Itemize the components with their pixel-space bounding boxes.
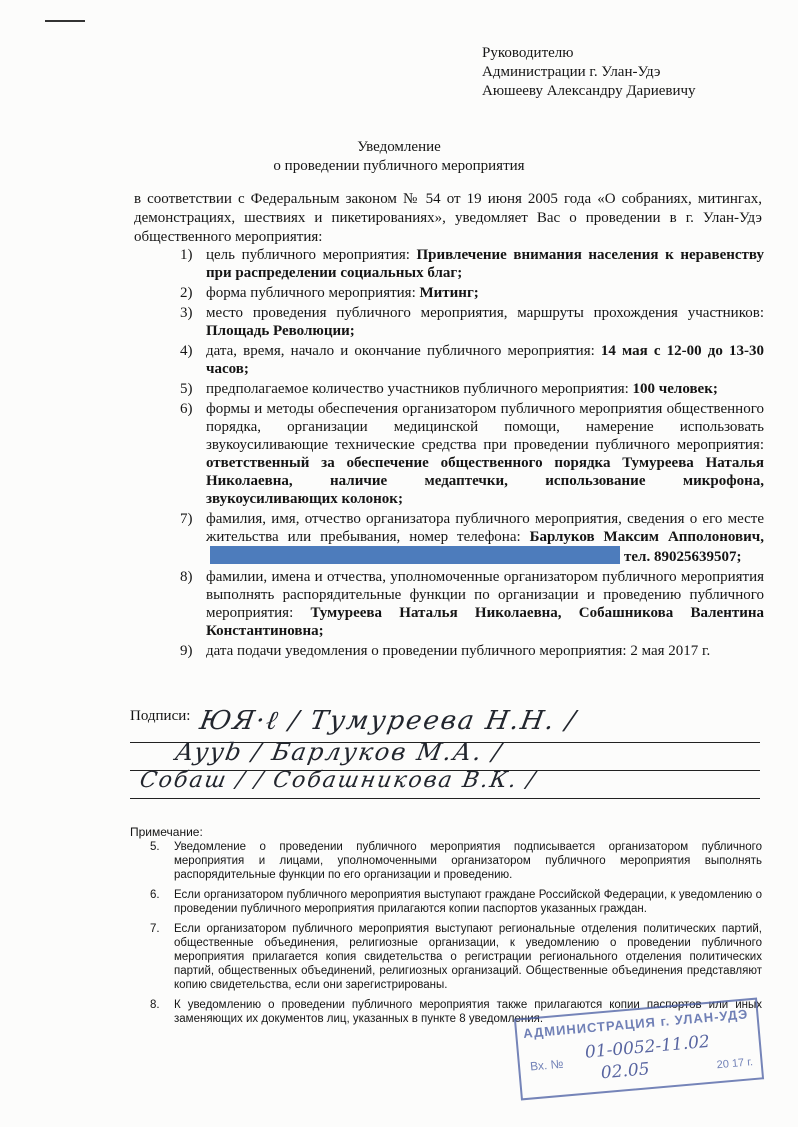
item-text: цель публичного мероприятия: [206, 247, 417, 263]
item-bold-text: Привлечение внимания населения к неравенству при распределении социальных благ; [206, 247, 764, 281]
title-line: Уведомление [357, 139, 441, 155]
top-dash-mark [45, 20, 85, 22]
item-text: предполагаемое количество участников публичного мероприятия: [206, 381, 633, 397]
signature-mark: Ayyb / [173, 738, 275, 766]
note-number: 7. [150, 923, 160, 935]
intro-paragraph: в соответствии с Федеральным законом № 54 от 19 июня 2005 года «О собраниях, митингах, демонстрациях, шествиях и пикетированиях», уведомляет Вас о проведении в г. Улан-Удэ общественного мероприятия: [134, 191, 762, 245]
notes-title: Примечание: [130, 825, 203, 839]
item-bold-text: Митинг; [419, 285, 479, 301]
item-text: дата, время, начало и окончание публичного мероприятия: [206, 343, 601, 359]
item-number: 3) [180, 305, 193, 321]
item-text: дата подачи уведомления о проведении публичного мероприятия: 2 мая 2017 г. [206, 643, 711, 659]
addressee-line: Администрации г. Улан-Удэ [482, 64, 661, 80]
list-item [180, 380, 764, 398]
item-bold-text: 100 человек; [632, 381, 718, 397]
stamp-vh-label: Вх. № [529, 1056, 565, 1074]
handwritten-signature-2 [174, 738, 506, 766]
addressee-line: Аюшееву Александру Дариевичу [482, 83, 696, 99]
item-bold-text: 14 мая с 12-00 до 13-30 часов; [206, 343, 764, 377]
subtitle-line: о проведении публичного мероприятия [273, 158, 525, 174]
item-number: 5) [180, 381, 193, 397]
list-item [180, 568, 764, 640]
list-item [180, 510, 764, 566]
signature-mark: Собаш / / [137, 768, 276, 793]
note-text: Если организатором публичного мероприятия выступают граждане Российской Федерации, к уведомлению о проведении публичного мероприятия прилагаются копии паспортов указанных граждан. [174, 889, 762, 915]
item-bold-text: Площадь Революции; [206, 323, 355, 339]
stamp-header: АДМИНИСТРАЦИЯ г. УЛАН-УДЭ [522, 1006, 749, 1042]
list-item [180, 284, 764, 302]
signature-mark: / [515, 768, 539, 793]
note-item [150, 888, 762, 916]
signature-mark: ЮЯ·ℓ / [197, 706, 314, 736]
item-number: 8) [180, 569, 193, 585]
note-text: Уведомление о проведении публичного мероприятия подписывается организатором публичного мероприятия и лицами, уполномоченными организатором публичного мероприятия выполнять распорядительные функции по его организации и проведению. [174, 841, 762, 881]
addressee-line: Руководителю [482, 45, 574, 61]
redaction-bar [210, 546, 620, 564]
item-text: место проведения публичного мероприятия, маршруты прохождения участников: [206, 305, 764, 321]
item-bold-text: Тумуреева Наталья Николаевна, Собашникова Валентина Константиновна; [206, 605, 764, 639]
event-details-list [180, 246, 764, 662]
note-text: Если организатором публичного мероприятия выступают региональные отделения политических партий, общественные объединения, религиозные организации, к уведомлению о проведении публичного мероприятия прилагается копия свидетельства о регистрации регионального отделения политических партий, общественных объединений, религиозных организаций. Общественные объединения представляют копию свидетельства, если они зарегистрированы. [174, 923, 762, 991]
note-number: 5. [150, 841, 160, 853]
list-item [180, 342, 764, 378]
note-text: К уведомлению о проведении публичного мероприятия также прилагаются копии паспортов или иных заменяющих их документов лиц, указанных в пункте 8 уведомления. [174, 999, 762, 1025]
note-item [150, 922, 762, 992]
signature-mark: / [553, 706, 580, 736]
item-text: фамилия, имя, отчество организатора публичного мероприятия, сведения о его месте жительства или пребывания, номер телефона: [206, 511, 764, 545]
stamp-year: 20 17 г. [716, 1056, 754, 1072]
note-item [150, 840, 762, 882]
item-number: 1) [180, 247, 193, 263]
handwritten-signature-3 [138, 768, 539, 793]
document-title [0, 138, 798, 176]
signature-line [130, 798, 760, 799]
signature-mark: / [480, 738, 506, 766]
item-bold-text: ответственный за обеспечение общественного порядка Тумуреева Наталья Николаевна, наличие медаптечки, использование микрофона, звукоусиливающих колонок; [206, 455, 764, 507]
list-item [180, 400, 764, 508]
item-number: 9) [180, 643, 193, 659]
list-item [180, 304, 764, 340]
item-text: форма публичного мероприятия: [206, 285, 420, 301]
item-number: 2) [180, 285, 193, 301]
list-item [180, 246, 764, 282]
signatures-label: Подписи: [130, 708, 191, 724]
item-text: формы и методы обеспечения организатором публичного мероприятия общественного порядка, организации медицинской помощи, намерение использовать звукоусиливающие технические средства при проведении публичного мероприятия: [206, 401, 764, 453]
notes-list [150, 840, 762, 1032]
signature-name: Тумуреева Н.Н. [307, 706, 559, 736]
signature-name: Барлуков М.А. [269, 738, 486, 766]
note-number: 8. [150, 999, 160, 1011]
item-number: 7) [180, 511, 193, 527]
item-number: 4) [180, 343, 193, 359]
note-number: 6. [150, 889, 160, 901]
signature-name: Собашникова В.К. [271, 768, 521, 793]
item-bold-text: тел. 89025639507; [624, 549, 742, 565]
item-text: фамилии, имена и отчества, уполномоченные организатором публичного мероприятия выполнять распорядительные функции по организации и проведению публичного мероприятия: [206, 569, 764, 621]
handwritten-signature-1 [197, 706, 579, 736]
item-bold-text: Барлуков Максим Апполонович, [529, 529, 764, 545]
stamp-date: 02.05 [600, 1059, 651, 1084]
item-number: 6) [180, 401, 193, 417]
list-item [180, 642, 764, 660]
stamp-vh-number: 01-0052-11.02 [584, 1031, 711, 1063]
addressee-block [482, 44, 696, 101]
